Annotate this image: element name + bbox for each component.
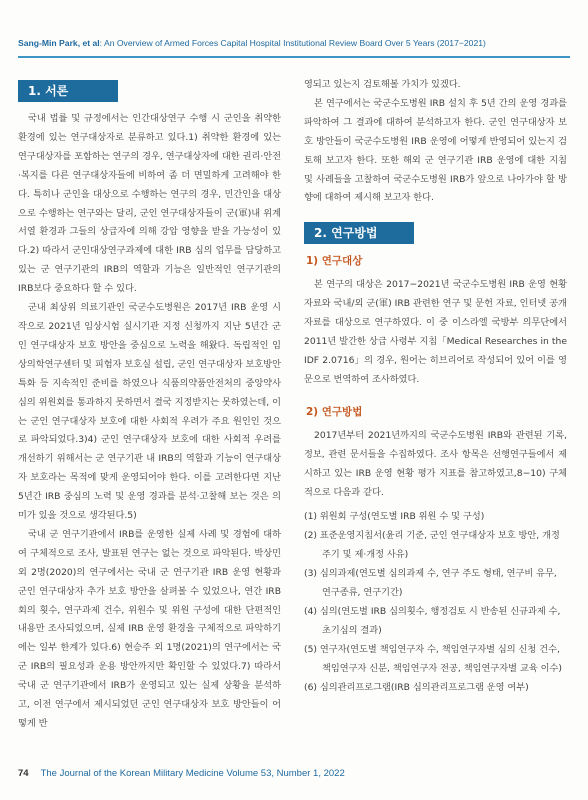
list-item: (2) 표준운영지침서(윤리 기준, 군인 연구대상자 보호 방안, 개정주기 및 제·개정 사유) [304, 530, 560, 561]
running-head [18, 38, 570, 48]
subjects-paragraph: 본 연구의 대상은 2017−2021년 국군수도병원 IRB 운영 현황 자료와 국내/외 군(軍) IRB 관련한 연구 및 문헌 자료, 인터넷 공개 자료를 대상으로 연구하였다. 이 중 이스라엘 국방부 의무단에서 2011년 발간한 상급 사령부 지침「Medical Researches in the IDF 2.0716」의 경우, 원어는 히브리어로 작성되어 있어 이를 영문으로 번역하여 조사하였다. [304, 279, 567, 385]
list-item: (3) 심의과제(연도별 심의과제 수, 연구 주도 형태, 연구비 유무, 연구종류, 연구기간) [304, 568, 557, 599]
running-head-title: : An Overview of Armed Forces Capital Hospital Institutional Review Board Over 5 Years (2017−2021) [99, 38, 486, 48]
list-item: (1) 위원회 구성(연도별 IRB 위원 수 및 구성) [304, 511, 485, 523]
list-item: (4) 심의(연도별 IRB 심의횟수, 행정검토 시 반송된 신규과제 수, 초기심의 결과) [304, 605, 561, 636]
volume-info: Volume 53, Number 1, 2022 [226, 768, 345, 779]
section-heading-introduction: 1. 서론 [18, 80, 118, 102]
survey-items-list [304, 508, 567, 697]
list-item: (6) 심의관리프로그램(IRB 심의관리프로그램 운영 여부) [304, 681, 529, 693]
intro-paragraph-4: 본 연구에서는 국군수도병원 IRB 설치 후 5년 간의 운영 경과를 파악하여 그 결과에 대하여 분석하고자 한다. 군인 연구대상자 보호 방안들이 국군수도병원 IRB 운영에 어떻게 반영되어 있는지 검토해 보고자 한다. 또한 해외 군 연구기관 IRB 운영에 대한 지침 및 사례들을 고찰하여 국군수도병원 IRB가 앞으로 나아가야 할 방향에 대하여 제시해 보고자 한다. [304, 97, 567, 204]
right-column [304, 76, 567, 697]
page-number: 74 [18, 768, 29, 779]
left-column [18, 80, 281, 734]
intro-paragraph-2: 군내 최상위 의료기관인 국군수도병원은 2017년 IRB 운영 시작으로 2021년 임상시험 실시기관 지정 신청까지 지난 5년간 군인 연구대상자 보호 방안을 중심으로 노력을 해왔다. 독립적인 임상의학연구센터 및 피험자 보호실 설립, 군인 연구대상자 보호방안 특화 등 지속적인 준비를 하였으나 식품의약품안전처의 중앙약사심의 위원회를 통과하지 못하면서 결국 지정받지는 못하였는데, 이는 군인 연구대상자 보호에 대한 사회적 우려가 주요 원인인 것으로 파악되었다.3)4) 군인 연구대상자 보호에 대한 사회적 우려를 개선하기 위해서는 군 연구기관 내 IRB의 역할과 기능이 연구대상자 보호라는 목적에 맞게 운영되어야 한다. 이를 고려한다면 지난 5년간 IRB 중심의 노력 및 운영 경과를 분석·고찰해 보는 것은 의미가 있을 것으로 생각된다.5) [18, 302, 281, 522]
subsection-heading-methods: 2) 연구방법 [306, 405, 363, 418]
intro-continuation: 영되고 있는지 검토해볼 가치가 있겠다. [304, 79, 461, 90]
intro-paragraph-1: 국내 법률 및 규정에서는 인간대상연구 수행 시 군인을 취약한 환경에 있는 연구대상자로 분류하고 있다.1) 취약한 환경에 있는 연구대상자를 포함하는 연구의 경우, 연구대상자에 대한 권리·안전·복지를 다른 연구대상자들에 비하여 좀 더 면밀하게 고려해야 한다. 특히나 군인을 대상으로 수행하는 연구의 경우, 민간인을 대상으로 수행하는 연구와는 달리, 군인 연구대상자들이 군(軍)내 위계 서열 환경과 그들의 상급자에 의해 강압 영향을 받을 가능성이 있다.2) 따라서 군인대상연구과제에 대한 IRB 심의 업무를 담당하고 있는 군 연구기관의 IRB의 역할과 기능은 일반적인 연구기관의 IRB보다 중요하다 할 수 있다. [18, 113, 281, 295]
page-footer [18, 768, 345, 779]
running-head-authors: Sang-Min Park, et al [18, 38, 100, 48]
intro-paragraph-3: 국내 군 연구기관에서 IRB를 운영한 실제 사례 및 경험에 대하여 구체적으로 조사, 발표된 연구는 없는 것으로 파악된다. 박상민 외 2명(2020)의 연구에서는 국내 군 연구기관 IRB 운영 현황과 군인 연구대상자 추가 보호 방안을 살펴볼 수 있었으나, 연간 IRB 회의 횟수, 연구과제 건수, 위원수 및 위원 구성에 대한 단편적인 내용만 조사되었으며, 실제 IRB 운영 환경을 구체적으로 파악하기에는 일부 한계가 있다.6) 현승주 외 1명(2021)의 연구에서는 국군 IRB의 필요성과 운용 방안까지만 확인할 수 있었다.7) 따라서 국내 군 연구기관에서 IRB가 운영되고 있는 실제 상황을 분석하고, 이전 연구에서 제시되었던 군인 연구대상자 보호 방안들이 어떻게 반 [18, 528, 281, 729]
subsection-heading-subjects: 1) 연구대상 [306, 255, 363, 268]
header-rule [18, 56, 570, 58]
methods-paragraph: 2017년부터 2021년까지의 국군수도병원 IRB와 관련된 기록, 정보, 관련 문서들을 수집하였다. 조사 항목은 선행연구들에서 제시하고 있는 IRB 운영 현황 평가 지표를 참고하였고,8−10) 구체적으로 다음과 같다. [304, 429, 567, 498]
section-heading-methods: 2. 연구방법 [304, 222, 414, 244]
list-item: (5) 연구자(연도별 책임연구자 수, 책임연구자별 심의 신청 건수, 책임연구자 신분, 책임연구자 전공, 책임연구자별 교육 이수) [304, 643, 562, 674]
journal-name: The Journal of the Korean Military Medicine [40, 768, 224, 779]
